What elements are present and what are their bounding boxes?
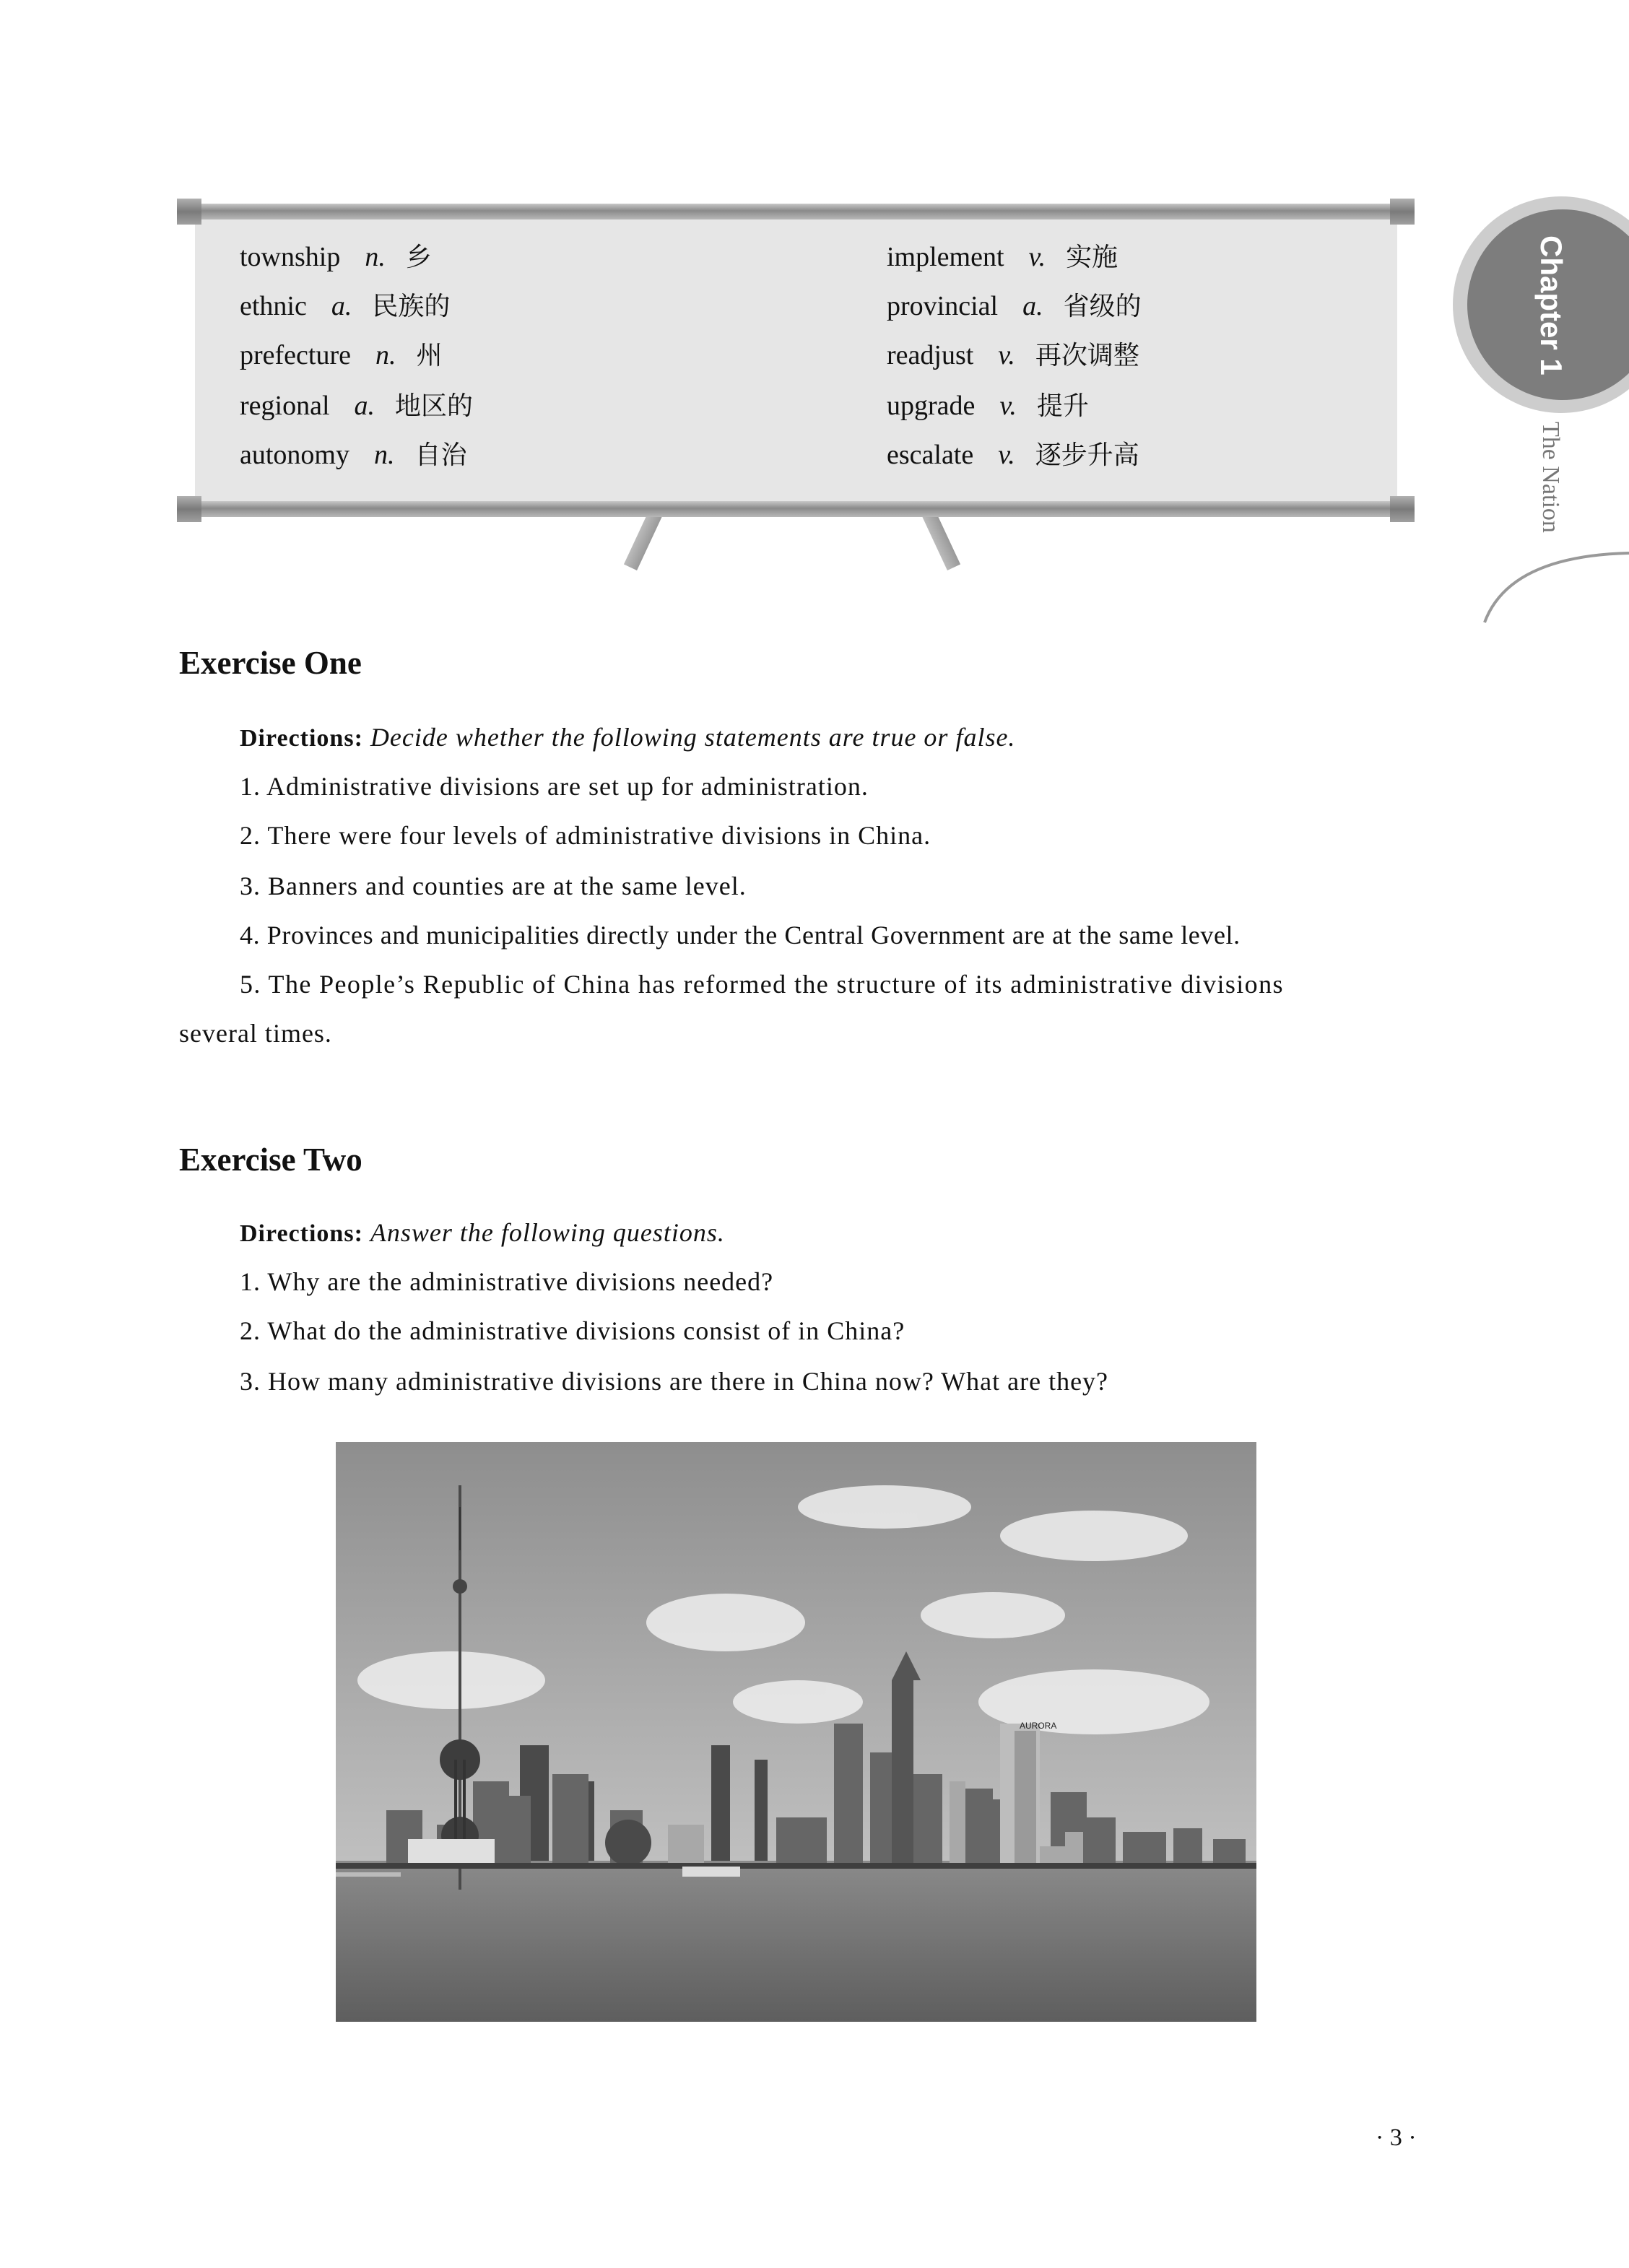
exercise-item: 1. Administrative divisions are set up for administration. bbox=[240, 772, 869, 801]
aurora-sign: AURORA bbox=[1020, 1721, 1057, 1731]
exercise-item: 1. Why are the administrative divisions needed? bbox=[240, 1267, 774, 1296]
exercise-item: 3. Banners and counties are at the same level. bbox=[240, 872, 747, 900]
vocab-item: escalate v. 逐步升高 bbox=[887, 440, 1139, 470]
exercise-two-title: Exercise Two bbox=[179, 1142, 362, 1178]
vocab-item: readjust v. 再次调整 bbox=[887, 340, 1139, 370]
shanghai-skyline-photo bbox=[336, 1442, 1256, 2022]
rod-cap bbox=[1390, 199, 1415, 225]
chapter-label: Chapter 1 bbox=[1534, 235, 1568, 375]
exercise-item: 3. How many administrative divisions are there in China now? What are they? bbox=[240, 1367, 1109, 1396]
vocab-item: autonomy n. 自治 bbox=[240, 440, 467, 470]
vocab-item: ethnic a. 民族的 bbox=[240, 291, 451, 321]
exercise-one-title: Exercise One bbox=[179, 645, 362, 681]
exercise-two-directions: Directions: Answer the following questions. bbox=[240, 1218, 725, 1247]
decorative-arc bbox=[1473, 542, 1629, 628]
exercise-item: 2. What do the administrative divisions consist of in China? bbox=[240, 1316, 905, 1345]
board-bottom-rod bbox=[189, 501, 1409, 517]
exercise-item: 2. There were four levels of administrative divisions in China. bbox=[240, 821, 931, 850]
vocab-item: upgrade v. 提升 bbox=[887, 391, 1089, 421]
vocab-item: prefecture n. 州 bbox=[240, 340, 443, 370]
board-top-rod bbox=[189, 204, 1409, 220]
exercise-item: 5. The People’s Republic of China has reformed the structure of its administrative divisions bbox=[240, 970, 1284, 999]
rod-cap bbox=[177, 496, 201, 522]
vocab-item: implement v. 实施 bbox=[887, 242, 1118, 272]
exercise-item: 4. Provinces and municipalities directly under the Central Government are at the same level. bbox=[240, 921, 1241, 950]
exercise-item-continued: several times. bbox=[179, 1019, 332, 1048]
page-number: · 3 · bbox=[1376, 2124, 1417, 2151]
exercise-one-directions: Directions: Decide whether the following statements are true or false. bbox=[240, 723, 1016, 752]
rod-cap bbox=[177, 199, 201, 225]
chapter-subtitle: The Nation bbox=[1537, 422, 1564, 533]
vocab-item: provincial a. 省级的 bbox=[887, 291, 1142, 321]
vocab-item: regional a. 地区的 bbox=[240, 391, 474, 421]
vocab-item: township n. 乡 bbox=[240, 242, 432, 272]
rod-cap bbox=[1390, 496, 1415, 522]
